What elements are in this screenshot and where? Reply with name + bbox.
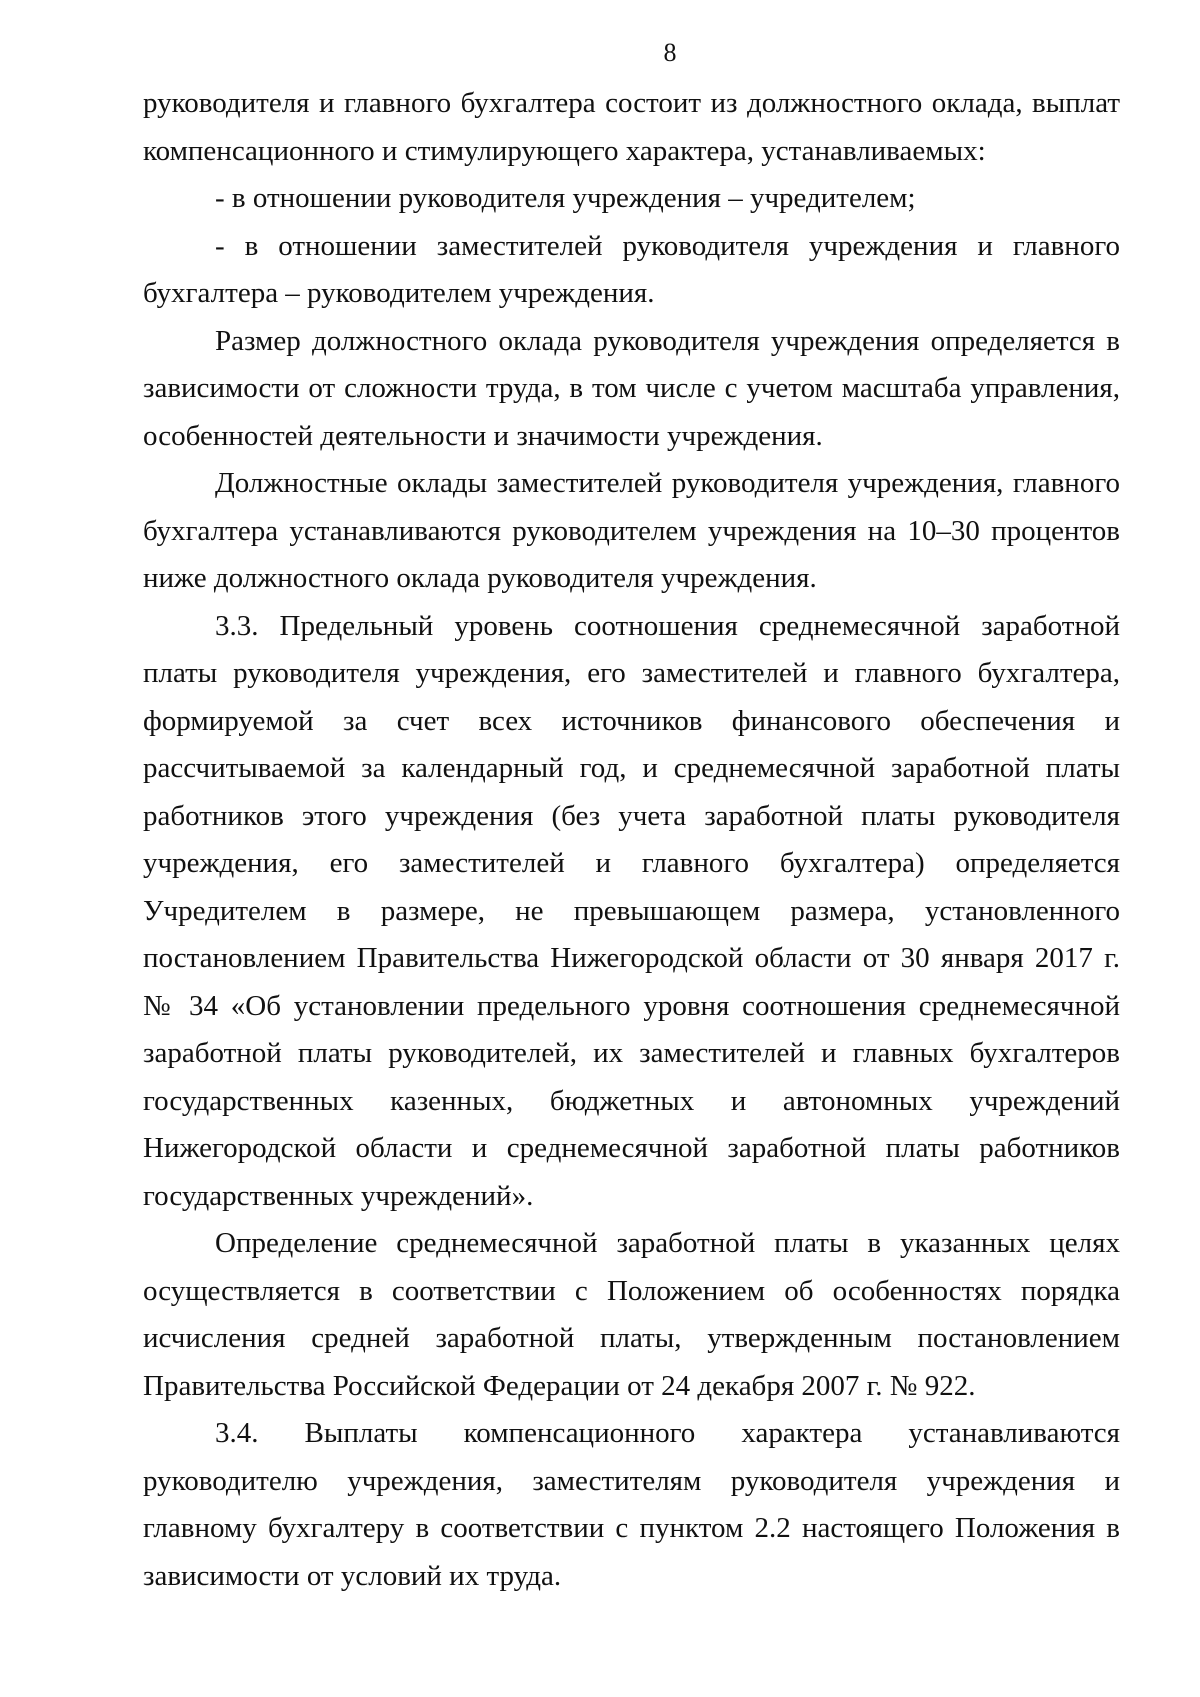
paragraph-section-3-4: 3.4. Выплаты компенсационного характера устанавливаются руководителю учреждения, заместителям руководителя учреждения и главному бухгалтеру в соответствии с пунктом 2.2 настоящего Положения в зависимости от условий их труда. bbox=[143, 1417, 1120, 1592]
paragraph-continuation: руководителя и главного бухгалтера состоит из должностного оклада, выплат компенсационного и стимулирующего характера, устанавливаемых: bbox=[143, 87, 1120, 167]
page-number: 8 bbox=[663, 38, 677, 67]
paragraph-deputy-salaries: Должностные оклады заместителей руководителя учреждения, главного бухгалтера устанавливаются руководителем учреждения на 10–30 процентов ниже должностного оклада руководителя учреждения. bbox=[143, 467, 1120, 594]
paragraph-list-item-founder: - в отношении руководителя учреждения – учредителем; bbox=[215, 182, 916, 214]
paragraph-average-salary-definition: Определение среднемесячной заработной платы в указанных целях осуществляется в соответствии с Положением об особенностях порядка исчисления средней заработной платы, утвержденным постановлением Правительства Российской Федерации от 24 декабря 2007 г. № 922. bbox=[143, 1227, 1120, 1402]
document-body bbox=[143, 80, 1120, 1600]
paragraph-list-item-deputies: - в отношении заместителей руководителя учреждения и главного бухгалтера – руководителем учреждения. bbox=[143, 229, 1120, 309]
paragraph-section-3-3: 3.3. Предельный уровень соотношения среднемесячной заработной платы руководителя учреждения, его заместителей и главного бухгалтера, формируемой за счет всех источников финансового обеспечения и рассчитываемой за календарный год, и среднемесячной заработной платы работников этого учреждения (без учета заработной платы руководителя учреждения, его заместителей и главного бухгалтера) определяется Учредителем в размере, не превышающем размера, установленного постановлением Правительства Нижегородской области от 30 января 2017 г. № 34 «Об установлении предельного уровня соотношения среднемесячной заработной платы руководителей, их заместителей и главных бухгалтеров государственных казенных, бюджетных и автономных учреждений Нижегородской области и среднемесячной заработной платы работников государственных учреждений». bbox=[143, 609, 1120, 1212]
paragraph-salary-size: Размер должностного оклада руководителя учреждения определяется в зависимости от сложности труда, в том числе с учетом масштаба управления, особенностей деятельности и значимости учреждения. bbox=[143, 324, 1120, 452]
